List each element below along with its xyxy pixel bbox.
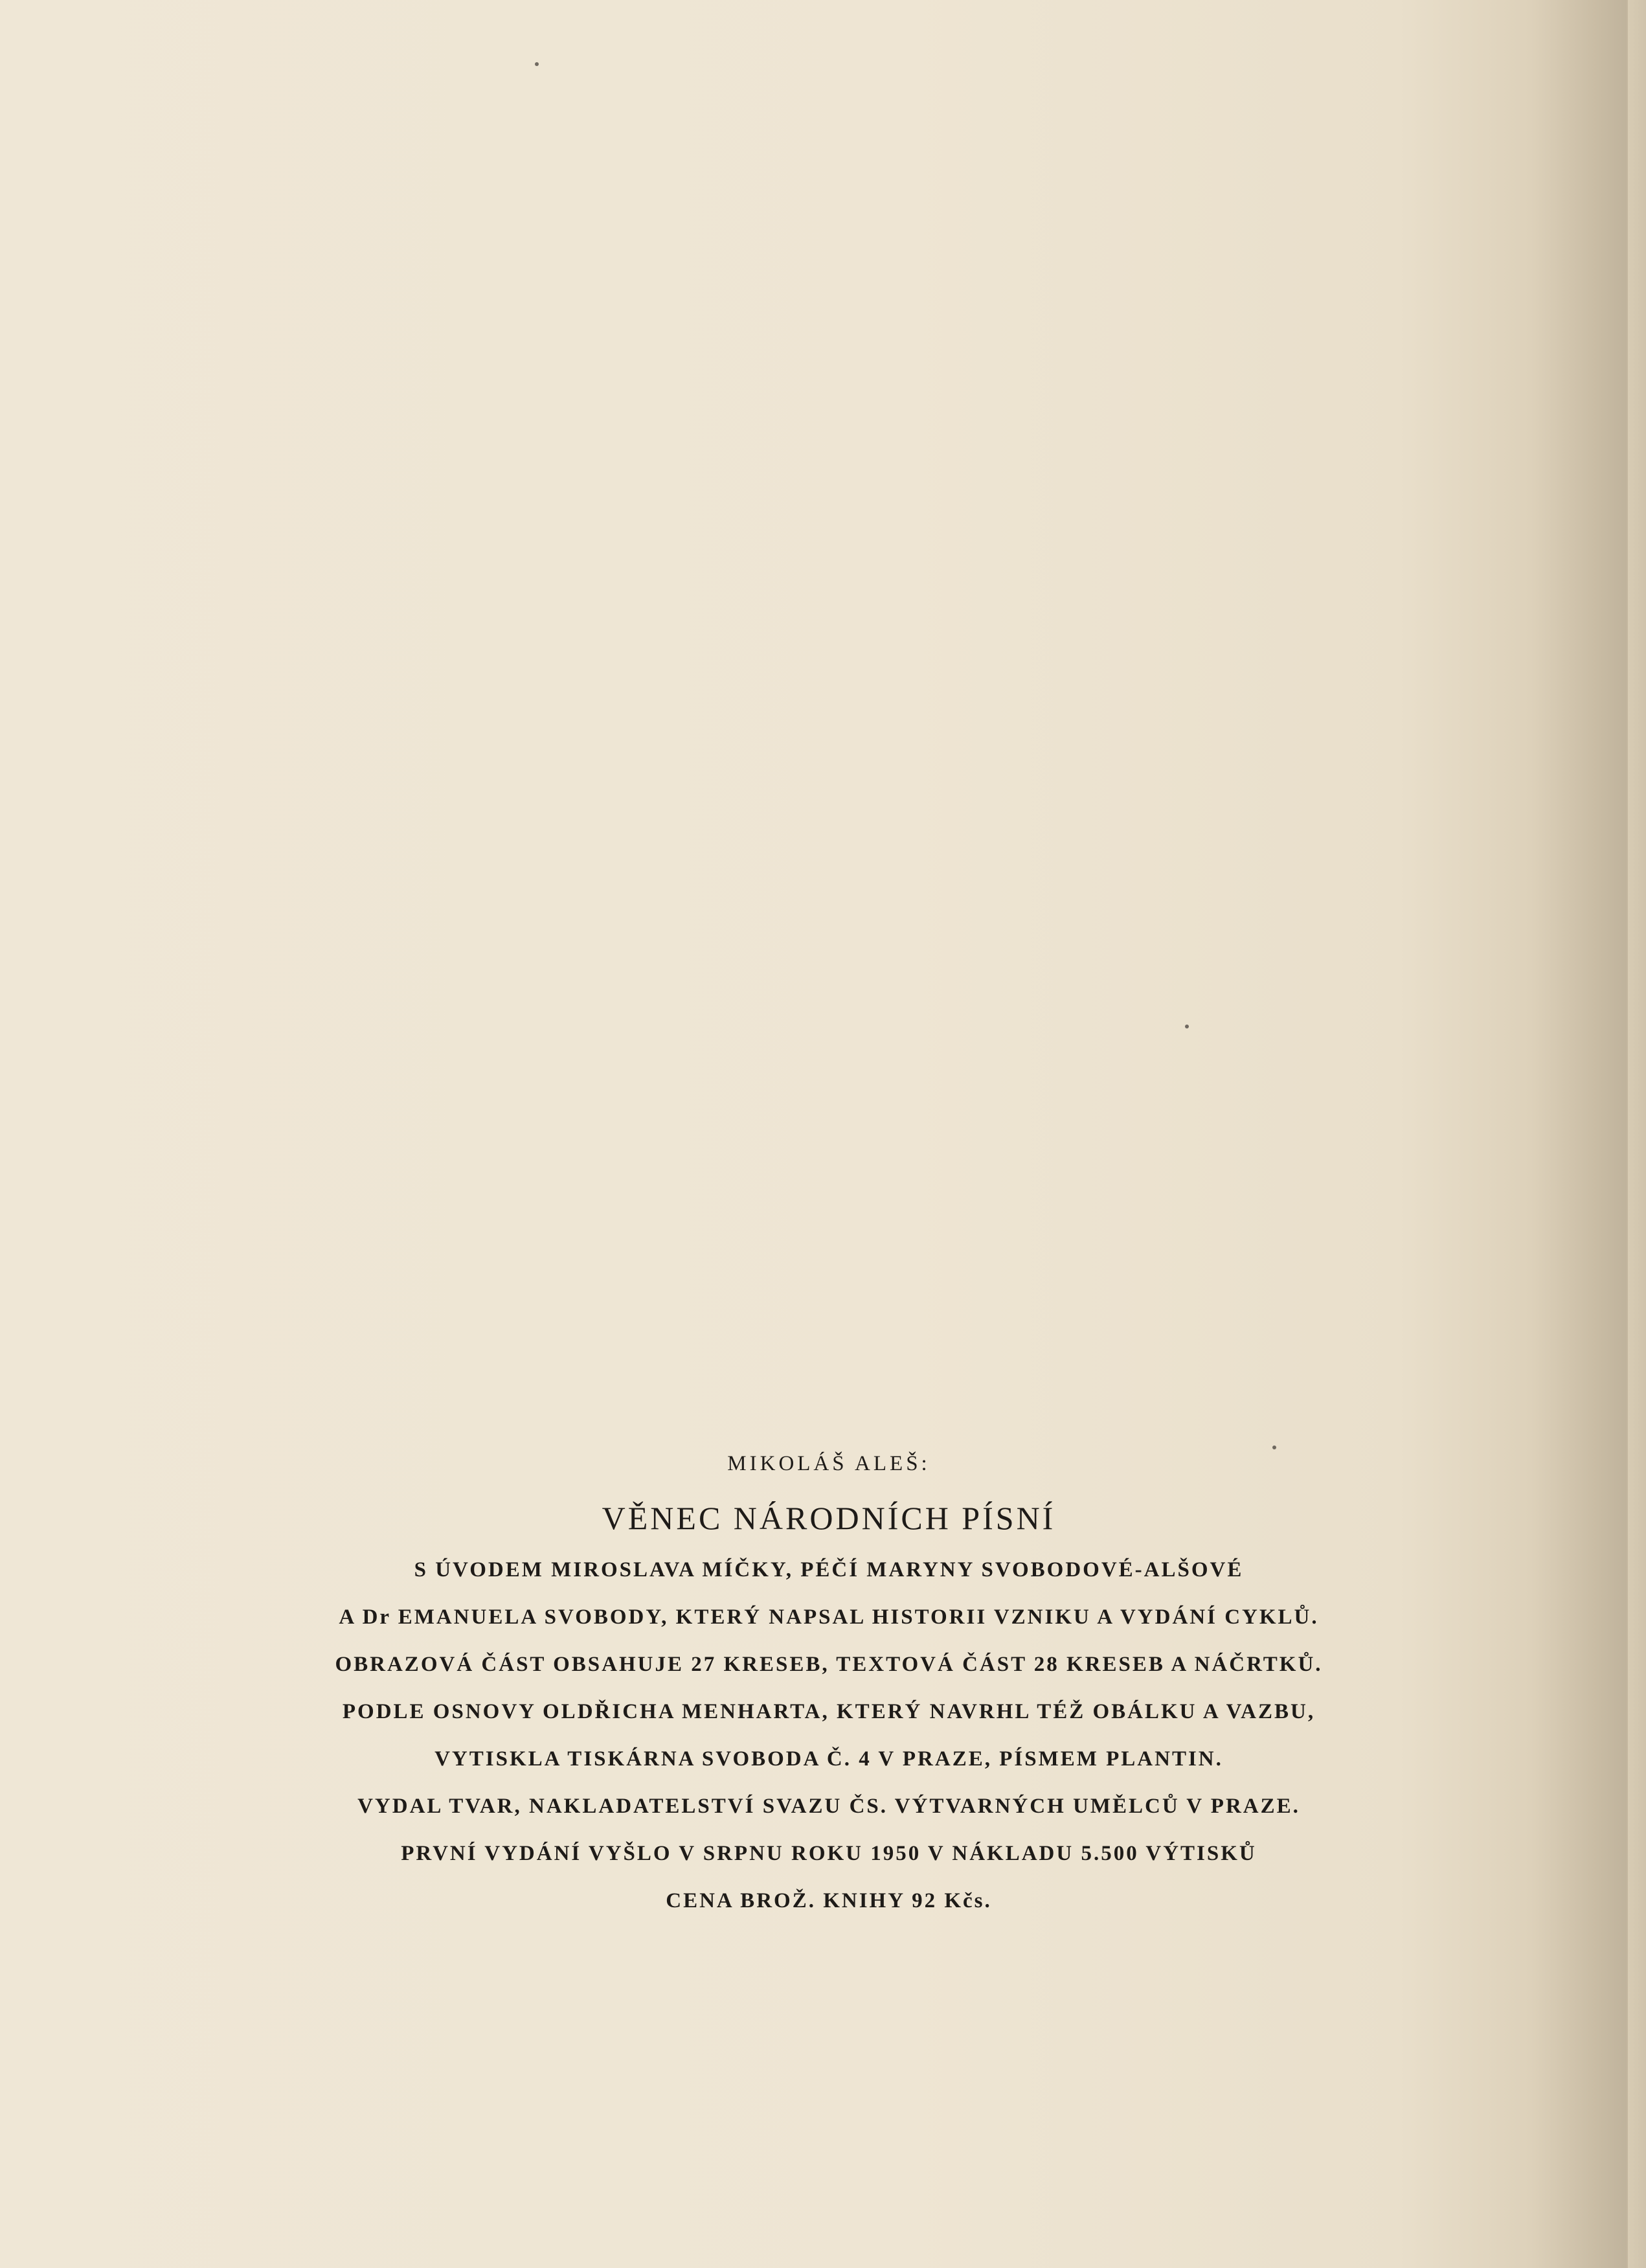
ink-speck (535, 62, 539, 66)
colophon-line: PODLE OSNOVY OLDŘICHA MENHARTA, KTERÝ NAVRHL TÉŽ OBÁLKU A VAZBU, (342, 1700, 1316, 1723)
colophon-line: S ÚVODEM MIROSLAVA MÍČKY, PÉČÍ MARYNY SVOBODOVÉ-ALŠOVÉ (414, 1558, 1244, 1582)
colophon-line: VYTISKLA TISKÁRNA SVOBODA Č. 4 V PRAZE, PÍSMEM PLANTIN. (434, 1747, 1223, 1771)
author-name: MIKOLÁŠ ALEŠ: (727, 1452, 930, 1475)
price-line: CENA BROŽ. KNIHY 92 Kčs. (666, 1889, 992, 1912)
colophon-line: VYDAL TVAR, NAKLADATELSTVÍ SVAZU ČS. VÝTVARNÝCH UMĚLCŮ V PRAZE. (357, 1795, 1300, 1818)
ink-speck (1185, 1025, 1189, 1028)
page-edge-shadow (1627, 0, 1646, 2268)
book-title: VĚNEC NÁRODNÍCH PÍSNÍ (602, 1500, 1056, 1536)
colophon-line: A Dr EMANUELA SVOBODY, KTERÝ NAPSAL HISTORII VZNIKU A VYDÁNÍ CYKLŮ. (339, 1605, 1319, 1629)
colophon (194, 1444, 1463, 1925)
colophon-line: OBRAZOVÁ ČÁST OBSAHUJE 27 KRESEB, TEXTOVÁ ČÁST 28 KRESEB A NÁČRTKŮ. (335, 1653, 1323, 1676)
colophon-line: PRVNÍ VYDÁNÍ VYŠLO V SRPNU ROKU 1950 V NÁKLADU 5.500 VÝTISKŮ (401, 1842, 1257, 1865)
